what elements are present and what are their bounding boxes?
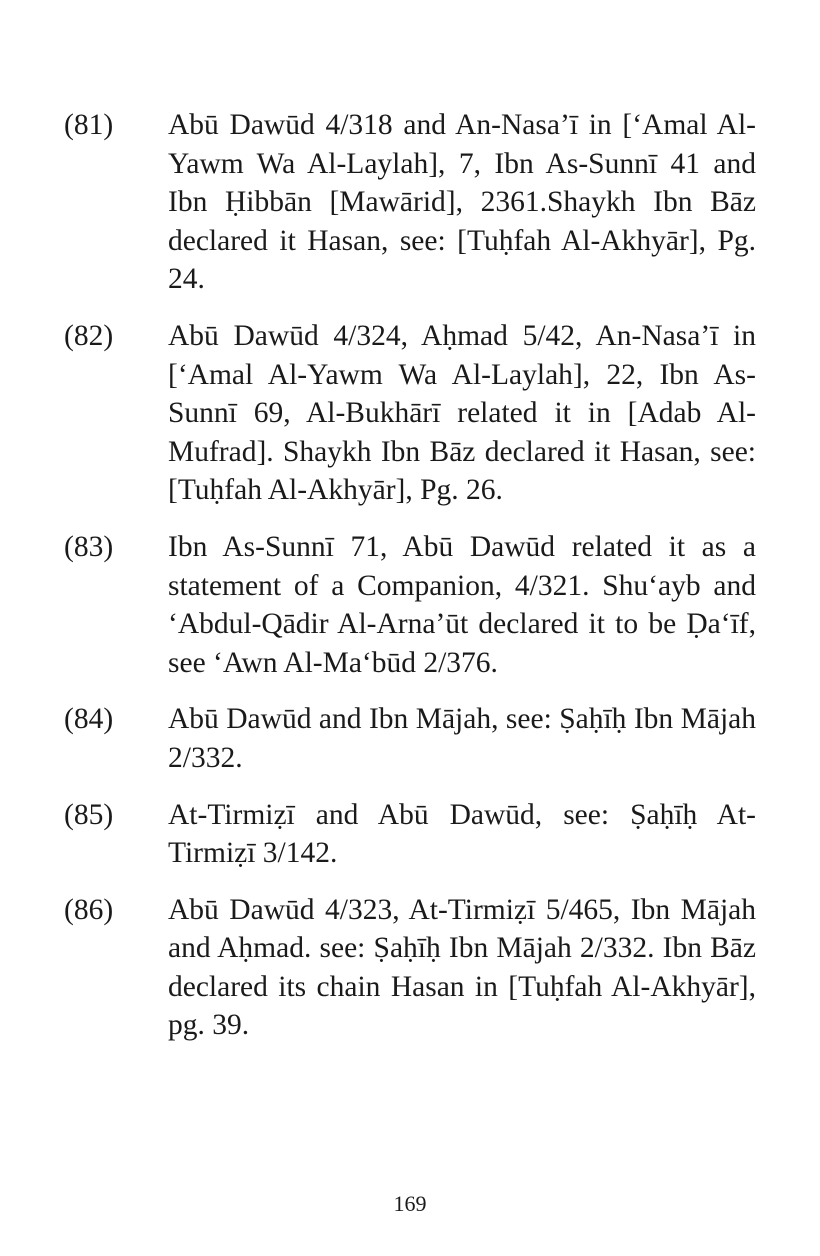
- footnote-text: At-Tirmiẓī and Abū Dawūd, see: Ṣaḥīḥ At-Tirmiẓī 3/142.: [168, 798, 756, 870]
- footnote-number: (85): [64, 798, 114, 831]
- footnote-text: Abū Dawūd 4/323, At-Tirmiẓī 5/465, Ibn Mājah and Aḥmad. see: Ṣaḥīḥ Ibn Mājah 2/332. Ibn Bāz declared its chain Hasan in [Tuḥfah Al-Akhyār], pg. 39.: [168, 893, 756, 1042]
- footnote-84: [64, 700, 756, 777]
- footnote-number: (86): [64, 893, 114, 926]
- footnote-text: Ibn As-Sunnī 71, Abū Dawūd related it as a statement of a Companion, 4/321. Shu‘ayb and ‘Abdul-Qādir Al-Arna’ūt declared it to be Ḍa‘īf, see ‘Awn Al-Ma‘būd 2/376.: [168, 530, 756, 679]
- footnote-number: (82): [64, 319, 114, 352]
- footnote-82: [64, 317, 756, 510]
- footnote-number: (83): [64, 530, 114, 563]
- footnote-85: [64, 796, 756, 873]
- footnotes-list: [64, 106, 756, 1063]
- footnote-81: [64, 106, 756, 299]
- footnote-text: Abū Dawūd 4/324, Aḥmad 5/42, An-Nasa’ī in [‘Amal Al-Yawm Wa Al-Laylah], 22, Ibn As-Sunnī 69, Al-Bukhārī related it in [Adab Al-Mufrad]. Shaykh Ibn Bāz declared it Hasan, see: [Tuḥfah Al-Akhyār], Pg. 26.: [168, 319, 756, 507]
- footnote-number: (84): [64, 703, 114, 736]
- footnote-text: Abū Dawūd 4/318 and An-Nasa’ī in [‘Amal Al-Yawm Wa Al-Laylah], 7, Ibn As-Sunnī 41 and Ibn Ḥibbān [Mawārid], 2361.Shaykh Ibn Bāz declared it Hasan, see: [Tuḥfah Al-Akhyār], Pg. 24.: [168, 109, 756, 296]
- footnote-86: [64, 891, 756, 1045]
- footnote-83: [64, 528, 756, 682]
- page-number: 169: [393, 1191, 427, 1216]
- footnote-text: Abū Dawūd and Ibn Mājah, see: Ṣaḥīḥ Ibn Mājah 2/332.: [168, 703, 756, 774]
- footnote-number: (81): [64, 109, 114, 141]
